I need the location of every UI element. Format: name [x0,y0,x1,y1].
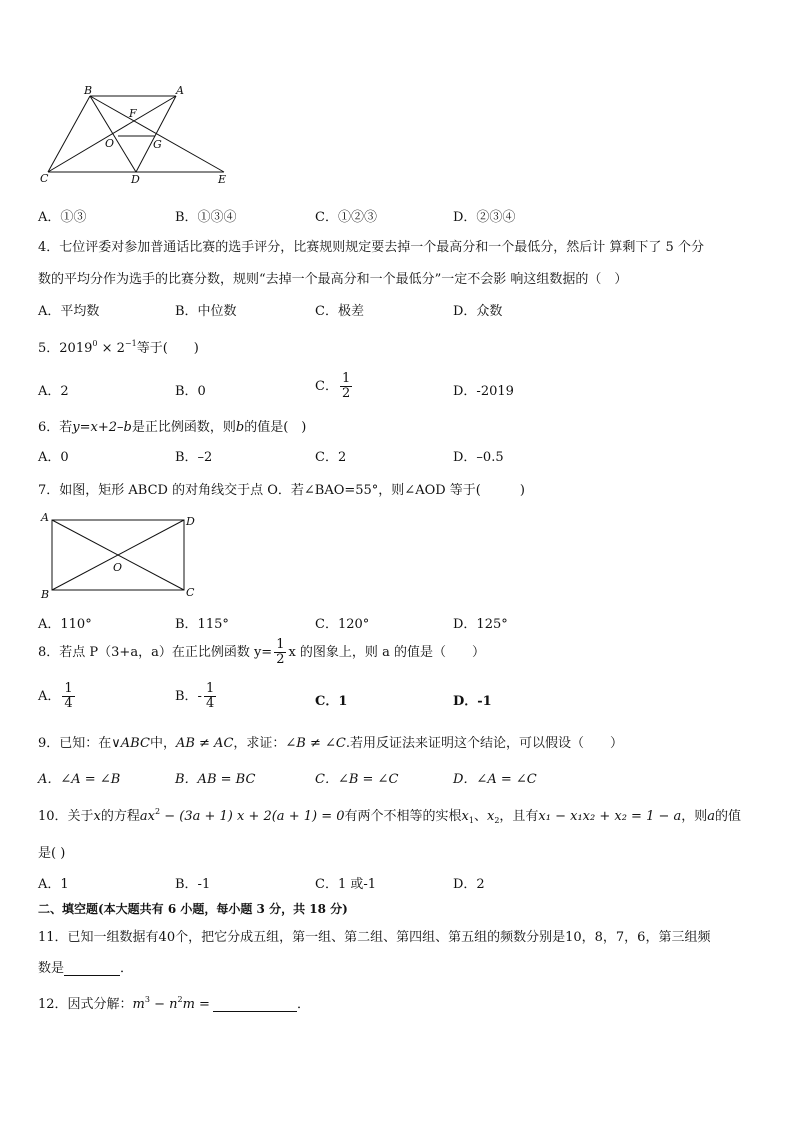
q4-option-a[interactable]: A．平均数 [38,304,100,319]
q11-text-line2 [38,957,133,976]
q5-option-d[interactable]: D．-2019 [453,384,514,399]
q10-avar: a [707,809,716,824]
q8-option-b-den: 4 [205,696,215,711]
q9-prefix: 9．已知：在 [38,736,112,751]
q10-options [38,873,758,893]
q5-option-c-num: 1 [341,371,351,386]
label-B: B [84,84,93,97]
q7-option-c[interactable]: C．120° [315,617,370,632]
q5-times: × 2 [97,341,125,356]
q8-text [38,638,485,667]
label-D: D [186,515,195,528]
figure-parallelogram [38,84,238,188]
q10-eq-exp: 2 [155,807,161,816]
q9-mid2: ，求证： [233,736,286,751]
q5-option-c[interactable] [315,372,354,401]
q7-options [38,613,758,633]
q8-prefix: 8．若点 P（3+a，a）在正比例函数 y= [38,645,273,660]
q10-x2: x [486,809,495,824]
q10-eq-rest: − (3a + 1) x + 2(a + 1) = 0 [160,809,345,824]
q9-option-b[interactable]: B．AB = BC [175,772,256,787]
q5-option-b[interactable]: B．0 [175,384,206,399]
q8-option-c[interactable]: C．1 [315,694,348,709]
q6-var: b [235,420,245,435]
q9-option-c[interactable]: C．∠B = ∠C [315,772,399,787]
q9-condition: AB ≠ AC [175,736,234,751]
q10-prefix: 10．关于 [38,809,94,824]
q12-answer-blank[interactable] [213,997,297,1012]
q10-option-a[interactable]: A．1 [38,877,69,892]
q8-option-a-den: 4 [64,696,73,711]
q4-option-b[interactable]: B．中位数 [175,304,237,319]
q10-mid2: 有两个不相等的实根 [344,809,462,824]
label-C: C [186,586,195,599]
q9-option-a[interactable]: A．∠A = ∠B [38,772,121,787]
label-O: O [113,561,123,574]
q10-eq-a: ax [139,809,155,824]
q7-option-a[interactable]: A．110° [38,617,92,632]
q8-tail: x 的图象上，则 a 的值是（ ） [288,645,485,660]
q8-frac-num: 1 [276,637,285,652]
q4-options [38,300,758,320]
q10-var: x [93,809,101,824]
q3-options [38,206,758,226]
q8-fraction [274,638,286,667]
q8-option-a-fraction [62,682,74,711]
q5-exp2: −1 [124,339,137,348]
q6-option-b[interactable]: B．–2 [175,450,213,465]
q4-text-line1: 4．七位评委对参加普通话比赛的选手评分，比赛规则规定要去掉一个最高分和一个最低分，然后计 算剩下了 5 个分 [38,240,704,255]
q12-n-exp: 2 [177,995,183,1004]
q3-option-a[interactable]: A．①③ [38,210,87,225]
q11-end: ． [120,961,134,976]
q10-text-line1 [38,805,741,825]
q6-tail: 的值是( ) [244,420,307,435]
q12-text [38,993,310,1012]
q12-end: ． [296,997,310,1012]
q9-goal: ∠B ≠ ∠C [285,736,346,751]
label-D: D [131,173,140,186]
q12-m-exp: 3 [144,995,150,1004]
q7-text: 7．如图，矩形 ABCD 的对角线交于点 O．若∠BAO=55°，则∠AOD 等于( ) [38,483,525,498]
q6-prefix: 6．若 [38,420,73,435]
q10-tail1: ，且有 [499,809,539,824]
q10-option-b[interactable]: B．-1 [175,877,211,892]
q6-option-c[interactable]: C．2 [315,450,347,465]
q8-option-b-prefix: B．- [175,689,202,704]
q11-answer-blank[interactable] [64,961,120,976]
q8-frac-den: 2 [276,652,285,667]
q6-option-d[interactable]: D．–0.5 [453,450,504,465]
q6-mid: 是正比例函数，则 [131,420,236,435]
q10-tail2: ，则 [681,809,708,824]
label-C: C [40,172,49,185]
q9-options [38,768,758,788]
figure-rectangle [38,510,208,602]
q9-option-d[interactable]: D．∠A = ∠C [453,772,537,787]
q8-option-b[interactable] [175,682,218,711]
q12-n: − n [149,997,178,1012]
q9-text [38,732,623,751]
q10-option-c[interactable]: C．1 或-1 [315,877,377,892]
q3-option-c[interactable]: C．①②③ [315,210,377,225]
q10-text-line2: 是( ) [38,846,66,861]
q5-base1: 2019 [59,341,93,356]
q10-x1-sub: 1 [468,816,474,825]
q12-m2: m = [182,997,210,1012]
label-E: E [218,173,227,186]
q5-option-c-prefix: C． [315,379,338,394]
q9-mid1: 中， [149,736,176,751]
q7-option-b[interactable]: B．115° [175,617,229,632]
q6-equation: y=x+2–b [72,420,132,435]
q4-option-c[interactable]: C．极差 [315,304,364,319]
q8-options [38,682,758,718]
q10-mid1: 的方程 [100,809,140,824]
q10-tail3: 的值 [715,809,742,824]
label-A: A [176,84,184,97]
q10-relation: x₁ − x₁x₂ + x₂ = 1 − a [538,809,682,824]
q8-option-b-fraction [204,682,216,711]
q5-exp1: 0 [92,339,98,348]
q5-option-c-fraction [340,372,352,401]
q5-option-c-den: 2 [341,386,351,401]
q5-tail: 等于( ) [136,341,199,356]
q9-tail: .若用反证法来证明这个结论，可以假设（ ） [345,736,623,751]
q5-text [38,337,199,356]
q4-text-line2: 数的平均分作为选手的比赛分数，规则“去掉一个最高分和一个最低分”一定不会影 响这组数据的（ ） [38,272,628,287]
label-B: B [41,588,50,601]
q10-sep: 、 [473,809,487,824]
q8-option-b-num: 1 [205,681,215,696]
q6-option-a[interactable]: A．0 [38,450,69,465]
q9-triangle: ∨ABC [111,736,150,751]
label-F: F [129,107,137,120]
q10-option-d[interactable]: D．2 [453,877,485,892]
q3-option-b[interactable]: B．①③④ [175,210,237,225]
segment-BC [48,96,90,172]
q5-option-a[interactable]: A．2 [38,384,69,399]
q6-options [38,446,758,466]
q11-prefix: 数是 [38,961,65,976]
q8-option-d[interactable]: D．-1 [453,694,492,709]
q10-x2-sub: 2 [494,816,500,825]
q6-text [38,416,306,435]
q12-prefix: 12．因式分解： [38,997,133,1012]
section-title-fill-in: 二、填空题(本大题共有 6 小题，每小题 3 分，共 18 分) [38,902,348,916]
q8-option-a-num: 1 [64,681,73,696]
q10-x1: x [461,809,469,824]
label-O: O [105,137,115,150]
q12-m: m [132,997,145,1012]
q5-options [38,372,758,408]
q7-option-d[interactable]: D．125° [453,617,508,632]
q5-num: 5． [38,341,60,356]
q8-option-a-prefix: A． [38,689,61,704]
q8-option-a[interactable] [38,682,77,711]
q11-text-line1: 11．已知一组数据有40个，把它分成五组，第一组、第二组、第四组、第五组的频数分别是10，8，7，6，第三组频 [38,930,711,945]
label-G: G [153,138,162,151]
label-A: A [41,511,49,524]
q3-option-d[interactable]: D．②③④ [453,210,516,225]
q4-option-d[interactable]: D．众数 [453,304,503,319]
